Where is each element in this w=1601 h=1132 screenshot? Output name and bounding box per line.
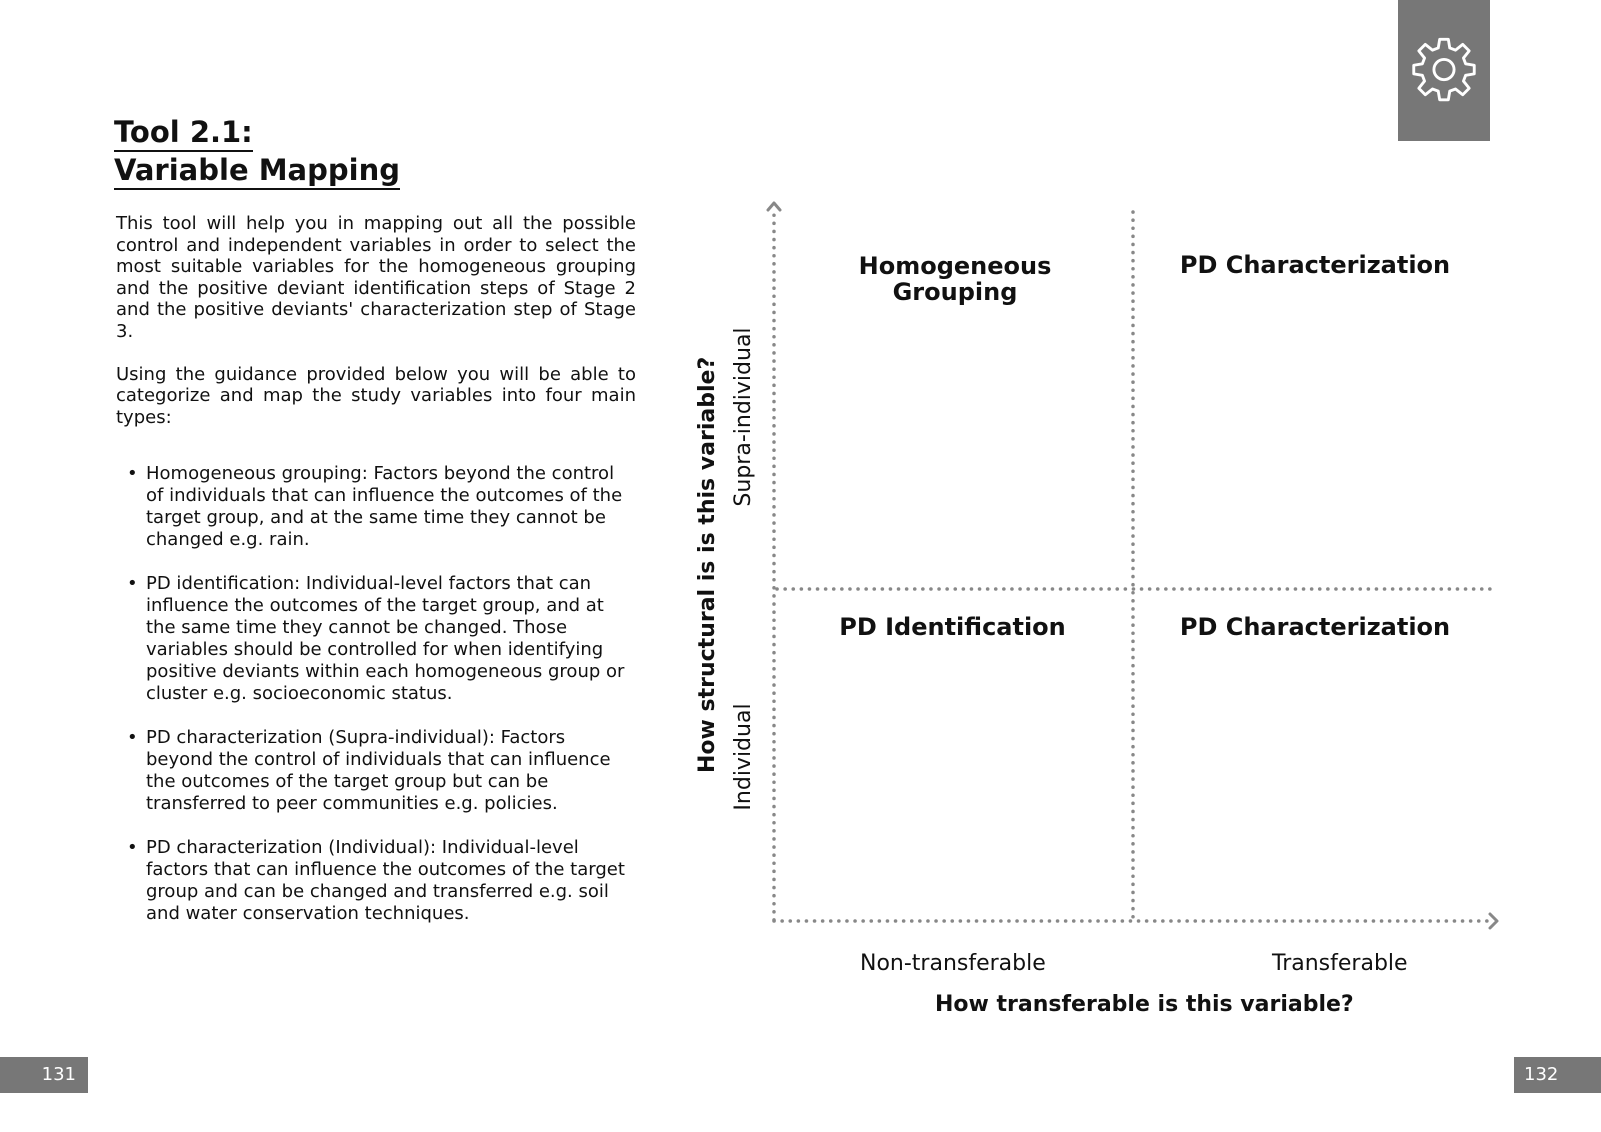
page-number-right bbox=[1514, 1057, 1601, 1093]
page-number-left bbox=[0, 1057, 88, 1093]
quadrant-top-left-label: Homogeneous Grouping bbox=[858, 252, 1052, 306]
x-axis-low-label: Non-transferable bbox=[860, 951, 1046, 976]
y-axis-high-label: Supra-individual bbox=[731, 327, 756, 507]
quadrant-top-right-label: PD Characterization bbox=[1179, 251, 1451, 279]
title-line-2: Variable Mapping bbox=[114, 152, 400, 190]
list-item: • Homogeneous grouping: Factors beyond the control of individuals that can influence the outcomes of the target group, and at the same time they cannot be changed e.g. rain. bbox=[124, 463, 634, 551]
quadrant-bottom-right-label: PD Characterization bbox=[1179, 613, 1451, 641]
y-axis-low-label: Individual bbox=[731, 703, 756, 811]
y-axis-arrowhead bbox=[768, 203, 780, 210]
page-number-left-text: 131 bbox=[41, 1064, 76, 1085]
y-axis-title: How structural is is this variable? bbox=[695, 356, 720, 773]
list-item: • PD characterization (Individual): Individual-level factors that can influence the outcomes of the target group and can be changed and transferred e.g. soil and water conservation techniques. bbox=[124, 837, 634, 925]
list-item: • PD identification: Individual-level factors that can influence the outcomes of the target group, and at the same time they cannot be changed. Those variables should be controlled for when identifying positive deviants within each homogeneous group or cluster e.g. socioeconomic status. bbox=[124, 573, 634, 705]
title-line-1: Tool 2.1: bbox=[114, 114, 253, 152]
x-axis-arrowhead bbox=[1490, 914, 1497, 928]
quadrant-bottom-left-label: PD Identification bbox=[839, 613, 1066, 641]
x-axis-high-label: Transferable bbox=[1272, 951, 1408, 976]
page-number-right-text: 132 bbox=[1524, 1064, 1559, 1085]
intro-paragraph-1: This tool will help you in mapping out all the possible control and independent variables in order to select the most suitable variables for the homogeneous grouping and the positive deviant identification steps of Stage 2 and the positive deviants' characterization step of Stage 3. bbox=[116, 213, 636, 342]
intro-paragraph-2: Using the guidance provided below you will be able to categorize and map the study variables into four main types: bbox=[116, 363, 636, 428]
list-item: • PD characterization (Supra-individual): Factors beyond the control of individuals that can influence the outcomes of the target group but can be transferred to peer communities e.g. policies. bbox=[124, 727, 634, 815]
x-axis-title: How transferable is this variable? bbox=[935, 992, 1354, 1017]
